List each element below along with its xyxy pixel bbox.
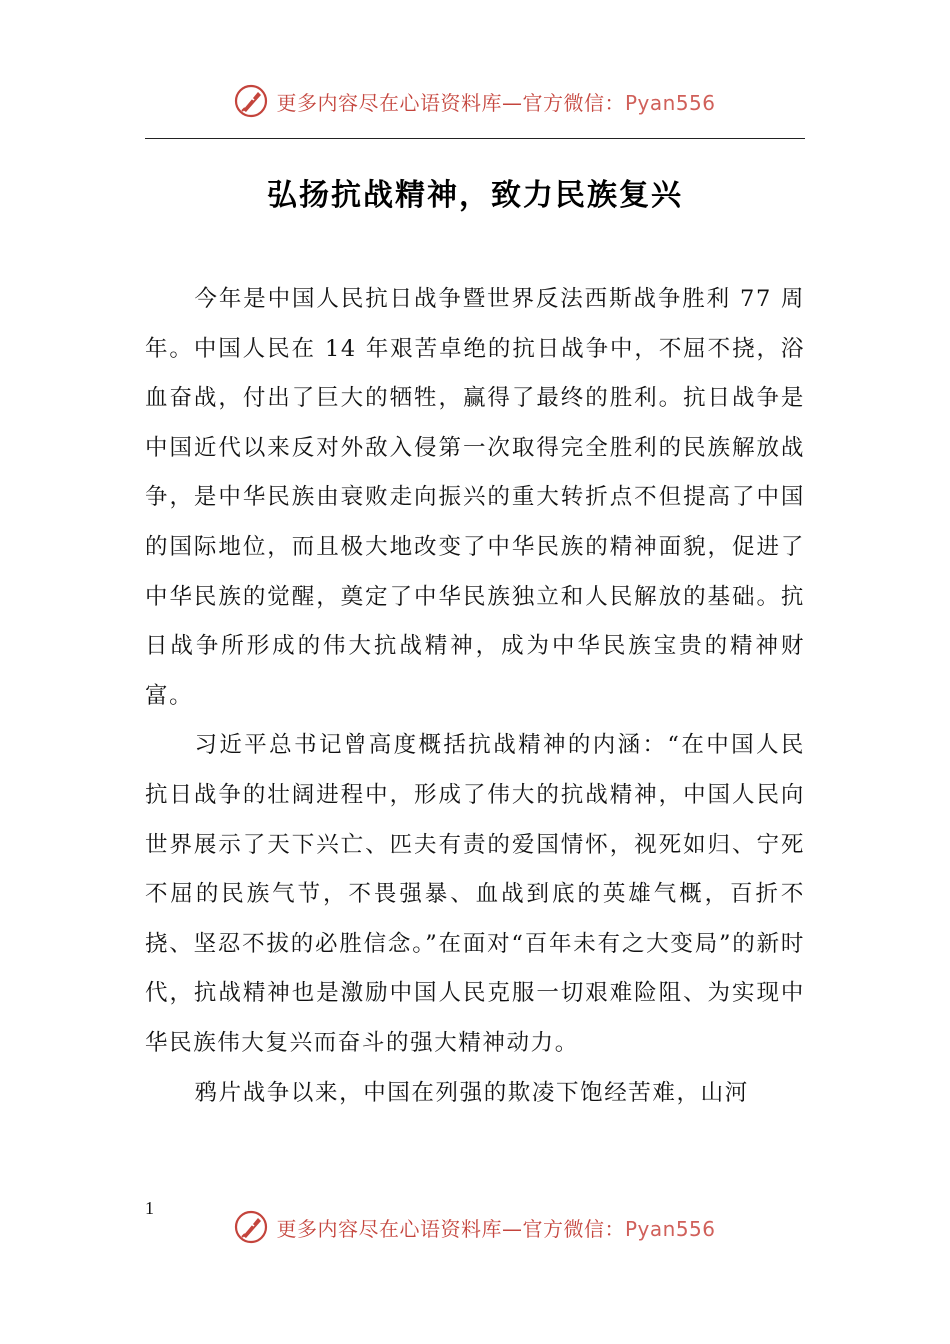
document-title: 弘扬抗战精神，致力民族复兴 (267, 178, 683, 213)
paragraph: 今年是中国人民抗日战争暨世界反法西斯战争胜利 77 周年。中国人民在 14 年艰苦卓绝的抗日战争中，不屈不挠，浴血奋战，付出了巨大的牺牲，赢得了最终的胜利。抗日战争是中国近代以来反对外敌入侵第一次取得完全胜利的民族解放战争，是中华民族由衰败走向振兴的重大转折点不但提高了中国的国际地位，而且极大地改变了中华民族的精神面貌，促进了中华民族的觉醒，奠定了中华民族独立和人民解放的基础。抗日战争所形成的伟大抗战精神，成为中华民族宝贵的精神财富。 (145, 286, 805, 709)
document-body (145, 275, 805, 1118)
watermark-text: 更多内容尽在心语资料库—官方微信：Pyan556 (276, 1216, 716, 1241)
quill-logo-icon (234, 1210, 268, 1244)
header-watermark (0, 84, 950, 118)
watermark-wechat-id: Pyan556 (624, 90, 716, 115)
paragraph: 鸦片战争以来，中国在列强的欺凌下饱经苦难，山河 (194, 1079, 749, 1106)
watermark-wechat-id: Pyan556 (624, 1216, 716, 1241)
watermark-text: 更多内容尽在心语资料库—官方微信：Pyan556 (276, 90, 716, 115)
header-rule (145, 138, 805, 139)
quill-logo-icon (234, 84, 268, 118)
footer-watermark (0, 1210, 950, 1244)
paragraph: 习近平总书记曾高度概括抗战精神的内涵：“在中国人民抗日战争的壮阔进程中，形成了伟大的抗战精神，中国人民向世界展示了天下兴亡、匹夫有责的爱国情怀，视死如归、宁死不屈的民族气节，不畏强暴、血战到底的英雄气概，百折不挠、坚忍不拔的必胜信念。”在面对“百年未有之大变局”的新时代，抗战精神也是激励中国人民克服一切艰难险阻、为实现中华民族伟大复兴而奋斗的强大精神动力。 (145, 732, 805, 1056)
page-number: 1 (145, 1198, 154, 1218)
